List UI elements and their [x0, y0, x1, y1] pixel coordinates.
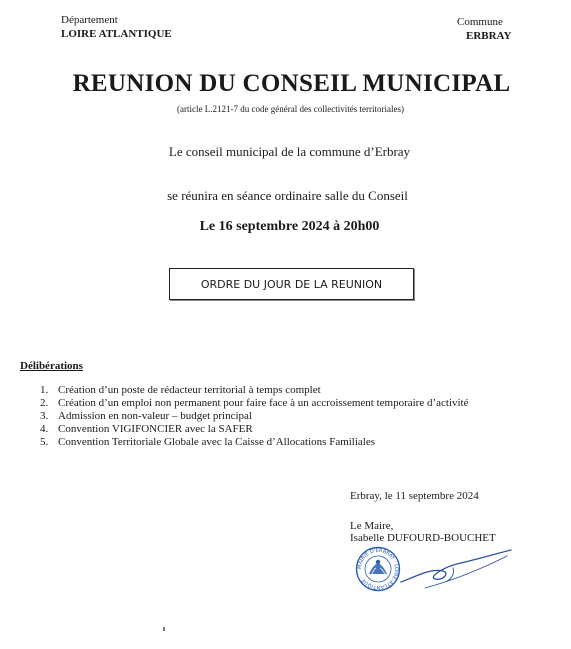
- department-name: LOIRE ATLANTIQUE: [61, 28, 172, 40]
- agenda-title: ORDRE DU JOUR DE LA REUNION: [200, 277, 383, 291]
- item-number: 3.: [40, 410, 49, 422]
- meeting-location-line: se réunira en séance ordinaire salle du Conseil: [167, 188, 408, 203]
- mayor-name: Isabelle DUFOURD-BOUCHET: [350, 532, 496, 544]
- list-item: [40, 397, 469, 410]
- department-label: Département: [61, 14, 118, 26]
- item-text: Convention Territoriale Globale avec la Caisse d’Allocations Familiales: [58, 436, 376, 448]
- seal-text: MAIRIE D'ERBRAY · LOIRE-ATLANTIQUE ·: [356, 547, 400, 591]
- mayor-title: Le Maire,: [350, 520, 394, 532]
- list-item: [40, 436, 469, 449]
- commune-name: ERBRAY: [466, 30, 512, 42]
- item-number: 4.: [40, 423, 49, 435]
- item-number: 5.: [40, 436, 49, 448]
- list-item: [40, 384, 469, 397]
- deliberations-heading: Délibérations: [20, 360, 83, 372]
- legal-reference: (article L.2121-7 du code général des collectivités territoriales): [177, 104, 404, 114]
- item-text: Création d’un poste de rédacteur territorial à temps complet: [58, 384, 321, 396]
- item-text: Création d’un emploi non permanent pour faire face à un accroissement temporaire d’activité: [58, 397, 469, 409]
- meeting-date: Le 16 septembre 2024 à 20h00: [199, 219, 380, 234]
- page-title: REUNION DU CONSEIL MUNICIPAL: [72, 70, 511, 97]
- item-number: 2.: [40, 397, 49, 409]
- mayor-signature: [395, 548, 515, 598]
- intro-line: Le conseil municipal de la commune d’Erbray: [168, 144, 411, 159]
- agenda-title-box: [169, 268, 414, 300]
- deliberations-list: [40, 384, 469, 449]
- place-and-date: Erbray, le 11 septembre 2024: [350, 490, 479, 502]
- scan-speck: [163, 627, 165, 631]
- commune-label: Commune: [457, 16, 503, 28]
- list-item: [40, 423, 469, 436]
- list-item: [40, 410, 469, 423]
- item-text: Convention VIGIFONCIER avec la SAFER: [58, 423, 253, 435]
- item-text: Admission en non-valeur – budget principal: [58, 410, 252, 422]
- item-number: 1.: [40, 384, 49, 396]
